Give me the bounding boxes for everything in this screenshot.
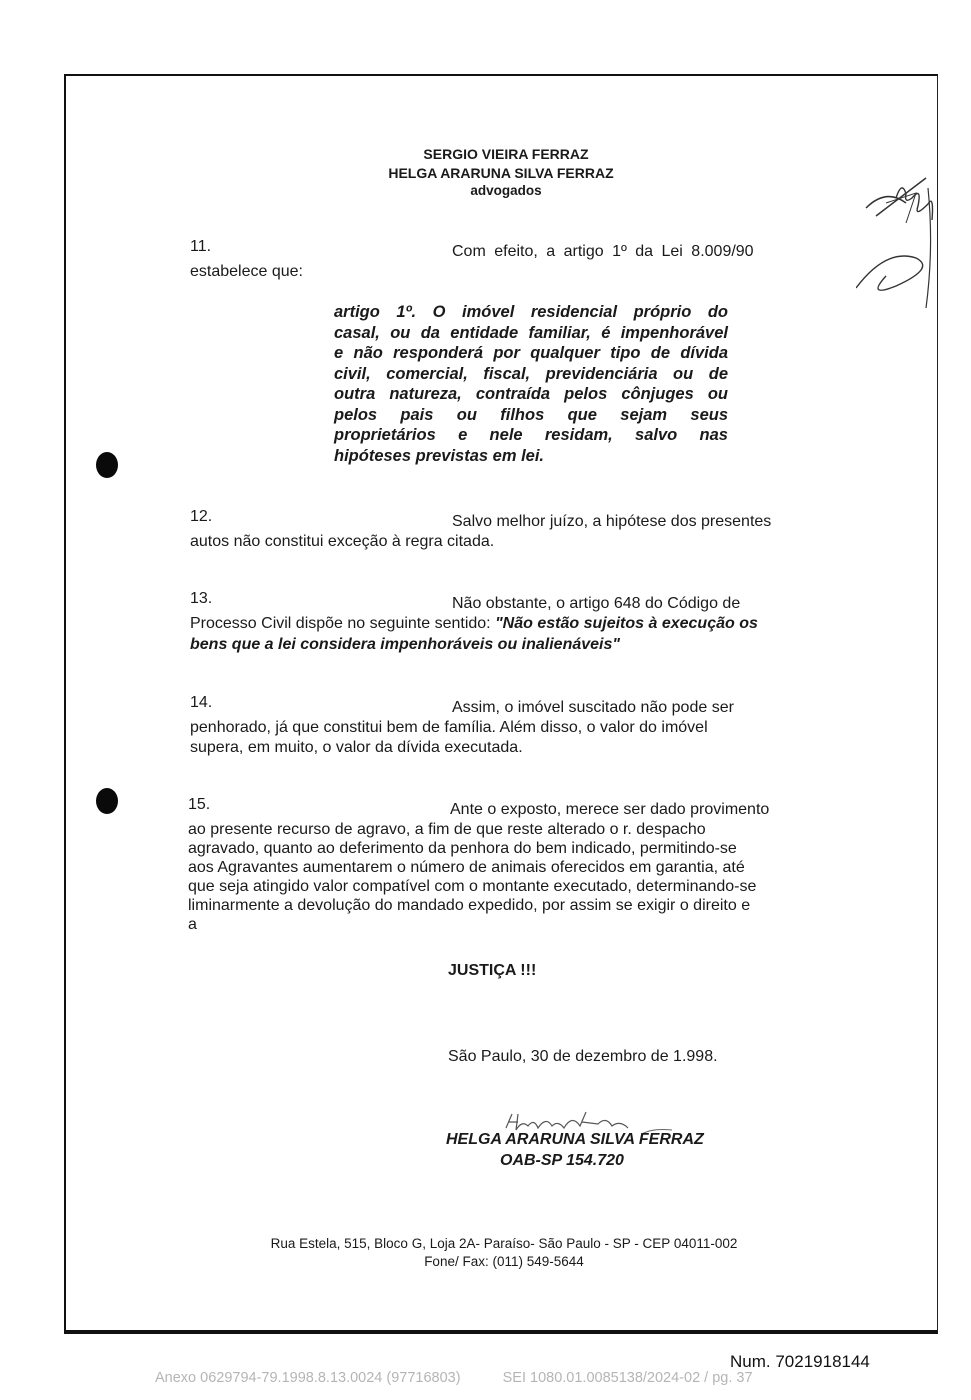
paragraph-12-text-1: Salvo melhor juízo, a hipótese dos presentes [452, 513, 772, 530]
footer-stamp [155, 1370, 791, 1386]
footer-sei: SEI 1080.01.0085138/2024-02 / pg. 37 [502, 1370, 753, 1386]
quote-line: casal, ou da entidade familiar, é impenhorável [334, 323, 728, 342]
paragraph-13-text-2 [190, 614, 758, 633]
paragraph-15-line: ao presente recurso de agravo, a fim de que reste alterado o r. despacho [188, 821, 706, 838]
document-page [64, 74, 938, 1334]
paragraph-15-line: liminarmente a devolução do mandado expedido, por assim se exigir o direito e [188, 897, 751, 914]
address-line: Rua Estela, 515, Bloco G, Loja 2A- Paraíso- São Paulo - SP - CEP 04011-002 [270, 1236, 738, 1251]
paragraph-14-number: 14. [190, 694, 213, 711]
paragraph-15-line: que seja atingido valor compatível com o montante executado, determinando-se [188, 878, 757, 895]
hole-punch-mark [96, 788, 118, 814]
paragraph-15-line: agravado, quanto ao deferimento da penhora do bem indicado, permitindo-se [188, 840, 737, 857]
paragraph-13-quote-1: "Não estão sujeitos à execução os [495, 615, 758, 632]
quote-line: artigo 1º. O imóvel residencial próprio do [334, 303, 728, 321]
signer-name: HELGA ARARUNA SILVA FERRAZ [446, 1131, 704, 1148]
paragraph-15-text-1: Ante o exposto, merece ser dado provimento [450, 801, 770, 818]
paragraph-14-text-1: Assim, o imóvel suscitado não pode ser [452, 699, 734, 716]
closing-date: São Paulo, 30 de dezembro de 1.998. [448, 1048, 718, 1065]
quote-line: civil, comercial, fiscal, previdenciária ou de [334, 364, 728, 383]
letterhead-name-2: HELGA ARARUNA SILVA FERRAZ [388, 165, 614, 181]
paragraph-12-text-2: autos não constitui exceção à regra citada. [190, 533, 495, 550]
paragraph-15-body [188, 820, 818, 934]
law-article-quote [334, 302, 728, 466]
paragraph-13-number: 13. [190, 590, 213, 607]
paragraph-13-text-2-plain: Processo Civil dispõe no seguinte sentido: [190, 615, 491, 632]
paragraph-14-text-2: penhorado, já que constitui bem de família. Além disso, o valor do imóvel [190, 719, 708, 736]
paragraph-11-text-2: estabelece que: [190, 263, 303, 280]
letterhead-subtitle: advogados [470, 183, 542, 198]
letterhead-name-1: SERGIO VIEIRA FERRAZ [423, 146, 589, 162]
footer-anexo: Anexo 0629794-79.1998.8.13.0024 (97716803) [155, 1370, 461, 1386]
handwritten-page-number-mark [856, 168, 936, 318]
paragraph-11-number: 11. [190, 238, 212, 255]
hole-punch-mark [96, 452, 118, 478]
paragraph-14-text-3: supera, em muito, o valor da dívida executada. [190, 739, 523, 756]
quote-line: proprietários e nele residam, salvo nas [334, 426, 728, 444]
quote-line: outra natureza, contraída pelos cônjuges ou [334, 385, 728, 403]
quote-line: hipóteses previstas em lei. [334, 446, 545, 465]
signer-oab: OAB-SP 154.720 [500, 1152, 624, 1169]
paragraph-15-number: 15. [188, 796, 211, 813]
paragraph-12-number: 12. [190, 508, 213, 525]
paragraph-13-text-1: Não obstante, o artigo 648 do Código de [452, 595, 741, 612]
closing-justica: JUSTIÇA !!! [448, 962, 537, 979]
quote-line: pelos pais ou filhos que sejam seus [334, 405, 728, 424]
quote-line: e não responderá por qualquer tipo de dívida [334, 344, 728, 362]
paragraph-15-line: a [188, 916, 197, 933]
document-number: Num. 7021918144 [730, 1352, 870, 1371]
paragraph-15-line: aos Agravantes aumentarem o número de animais oferecidos em garantia, até [188, 859, 745, 876]
paragraph-13-quote-2: bens que a lei considera impenhoráveis ou inalienáveis" [190, 636, 620, 653]
paragraph-11-text-1: Com efeito, a artigo 1º da Lei 8.009/90 [452, 243, 754, 260]
phone-fax-line: Fone/ Fax: (011) 549-5644 [424, 1254, 584, 1269]
